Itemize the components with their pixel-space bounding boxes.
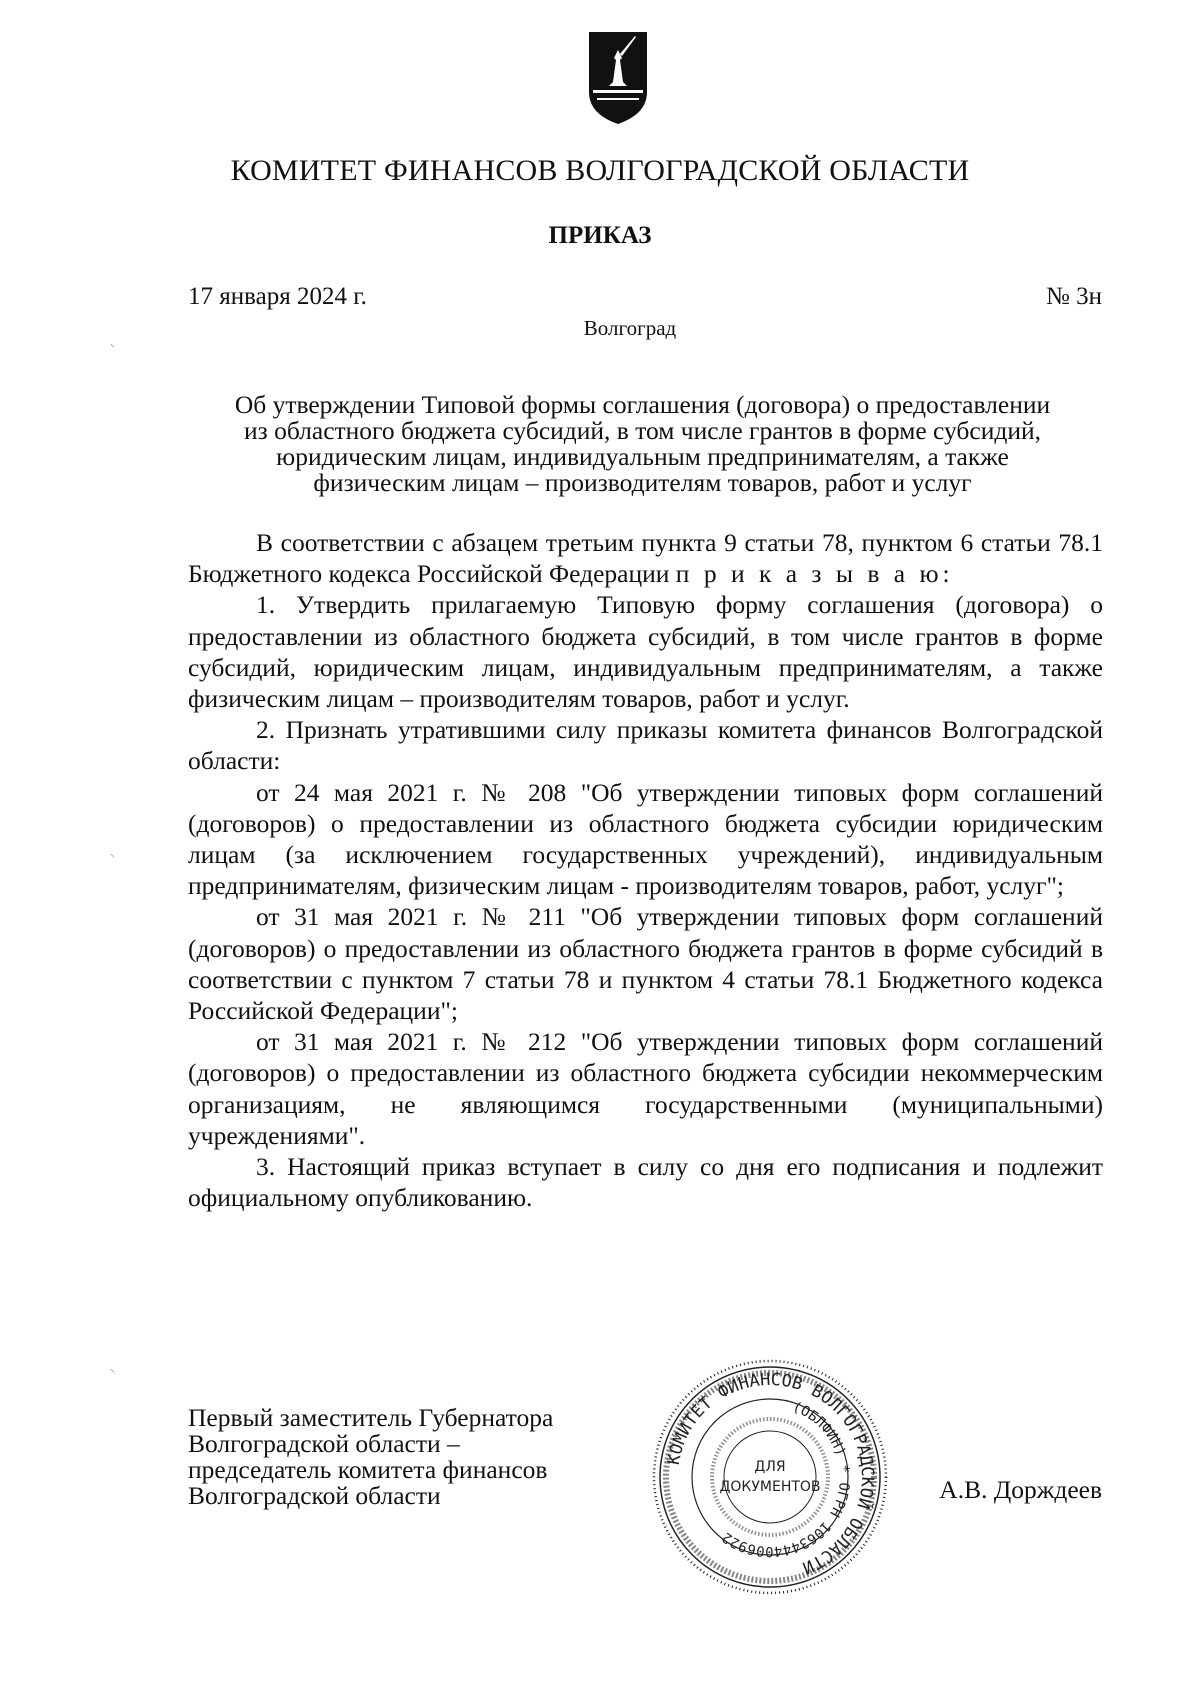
scan-speck: ⸌: [110, 343, 115, 354]
subject-line: юридическим лицам, индивидуальным предпринимателям, а также: [276, 442, 1009, 471]
preamble-text: В соответствии с абзацем третьим пункта 9 статьи 78, пунктом 6 статьи 78.1 Бюджетного кодекса Российской Федерации: [188, 528, 1103, 589]
item-2: 2. Признать утратившими силу приказы комитета финансов Волгоградской области:: [188, 715, 1103, 776]
item-2-order-211: от 31 мая 2021 г. № 211 "Об утверждении типовых форм соглашений (договоров) о предоставлении из областного бюджета грантов в форме субсидий в соответствии с пунктом 7 статьи 78 и пунктом 4 статьи 78.1 Бюджетного кодекса Российской Федерации";: [188, 902, 1103, 1026]
coat-of-arms-emblem: [587, 30, 649, 126]
position-line: Волгоградской области –: [188, 1429, 460, 1458]
document-city: Волгоград: [583, 316, 677, 340]
item-2-order-212: от 31 мая 2021 г. № 212 "Об утверждении типовых форм соглашений (договоров) о предоставлении из областного бюджета субсидии некоммерческим организациям, не являющимся государственными (муниципальными) учреждениями".: [188, 1027, 1103, 1150]
item-3: 3. Настоящий приказ вступает в силу со дня его подписания и подлежит официальному опубликованию.: [188, 1152, 1103, 1213]
official-seal-stamp: [650, 1357, 890, 1597]
stamp-outer-text: КОМИТЕТ ФИНАНСОВ ВОЛГОГРАДСКОЙ ОБЛАСТИ: [663, 1369, 878, 1578]
position-line: Волгоградской области: [188, 1481, 441, 1510]
position-line: Первый заместитель Губернатора: [188, 1403, 554, 1432]
subject-line: Об утверждении Типовой формы соглашения (договора) о предоставлении: [234, 390, 1051, 419]
document-number: № 3н: [1046, 283, 1102, 310]
preamble-paragraph: [188, 527, 1103, 589]
stamp-center-line-1: ДЛЯ: [754, 1459, 786, 1475]
scan-speck: ⸌: [110, 853, 115, 864]
stamp-inner-text: (ОБЛФИН) * ОГРН 1063444006922: [719, 1399, 853, 1560]
signatory-name: А.В. Дорждеев: [939, 1475, 1102, 1504]
item-1: 1. Утвердить прилагаемую Типовую форму соглашения (договора) о предоставлении из областного бюджета субсидий, в том числе грантов в форме субсидий, юридическим лицам, индивидуальным предпринимателям, а также физическим лицам – производителям товаров, работ и услуг.: [188, 590, 1103, 714]
signatory-position: [188, 1405, 553, 1509]
stamp-center-line-2: ДОКУМЕНТОВ: [719, 1479, 821, 1495]
document-date: 17 января 2024 г.: [188, 283, 367, 310]
item-2-order-208: от 24 мая 2021 г. № 208 "Об утверждении типовых форм соглашений (договоров) о предоставлении из областного бюджета субсидии юридическим лицам (за исключением государственных учреждений), индивидуальным предпринимателям, физическим лицам - производителям товаров, работ, услуг";: [188, 777, 1103, 901]
document-body: [188, 527, 1103, 1213]
subject-line: физическим лицам – производителям товаров, работ и услуг: [313, 468, 972, 497]
position-line: председатель комитета финансов: [188, 1455, 548, 1484]
document-type: ПРИКАЗ: [548, 222, 652, 249]
subject-line: из областного бюджета субсидий, в том числе грантов в форме субсидий,: [243, 416, 1042, 445]
scan-speck: ⸌: [110, 1368, 115, 1379]
organization-name: КОМИТЕТ ФИНАНСОВ ВОЛГОГРАДСКОЙ ОБЛАСТИ: [230, 154, 970, 187]
document-subject: [175, 392, 1110, 496]
order-word: п р и к а з ы в а ю:: [675, 559, 954, 589]
